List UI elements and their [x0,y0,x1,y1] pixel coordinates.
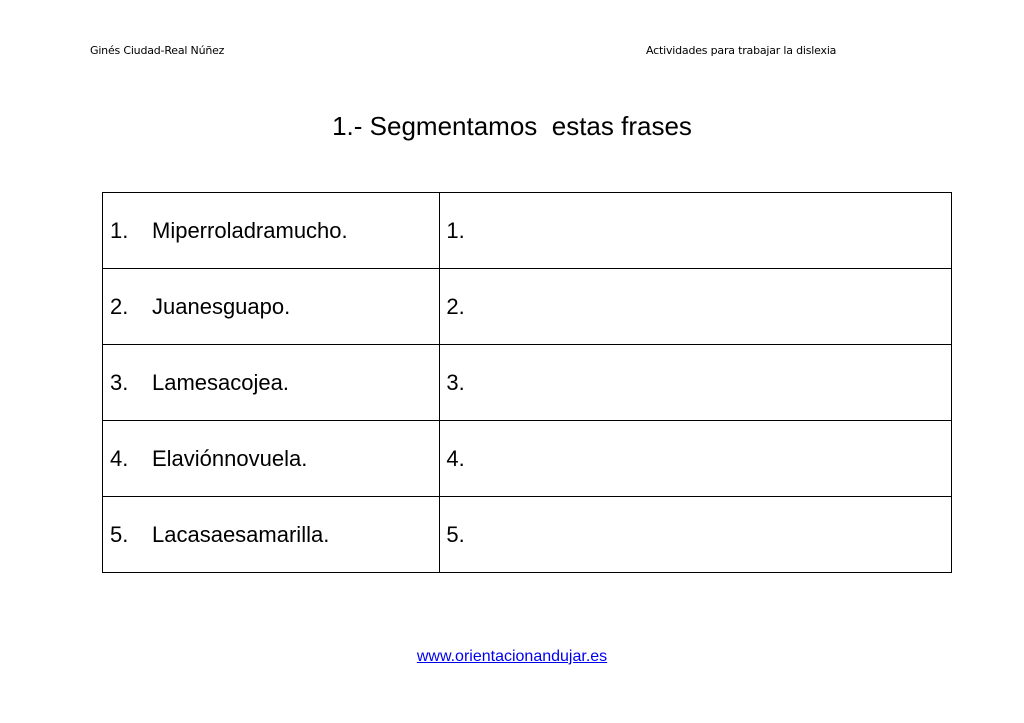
row-number: 2. [110,293,129,319]
sentence-cell [103,421,440,497]
joined-sentence: Lamesacojea. [152,369,289,395]
table-row [103,345,952,421]
table-row [103,421,952,497]
answer-number: 2. [446,293,465,319]
answer-number: 4. [446,445,465,471]
sentence-cell [103,269,440,345]
table-row [103,269,952,345]
joined-sentence: Elaviónnovuela. [152,445,308,471]
row-number: 5. [110,521,129,547]
joined-sentence: Lacasaesamarilla. [152,521,330,547]
segmentation-table [102,192,952,573]
answer-cell[interactable] [440,497,952,573]
table-row [103,193,952,269]
row-number: 4. [110,445,129,471]
sentence-cell [103,345,440,421]
joined-sentence: Miperroladramucho. [152,217,348,243]
answer-cell[interactable] [440,421,952,497]
answer-number: 1. [446,217,465,243]
answer-cell[interactable] [440,345,952,421]
page-title: 1.- Segmentamos estas frases [332,111,692,141]
table-row [103,497,952,573]
answer-cell[interactable] [440,269,952,345]
answer-number: 3. [446,369,465,395]
row-number: 3. [110,369,129,395]
website-link[interactable]: www.orientacionandujar.es [416,648,608,665]
answer-cell[interactable] [440,193,952,269]
joined-sentence: Juanesguapo. [152,293,291,319]
header-subject: Actividades para trabajar la dislexia [646,44,837,57]
sentence-cell [103,193,440,269]
header-author: Ginés Ciudad-Real Núñez [90,44,225,57]
answer-number: 5. [446,521,465,547]
sentence-cell [103,497,440,573]
row-number: 1. [110,217,129,243]
